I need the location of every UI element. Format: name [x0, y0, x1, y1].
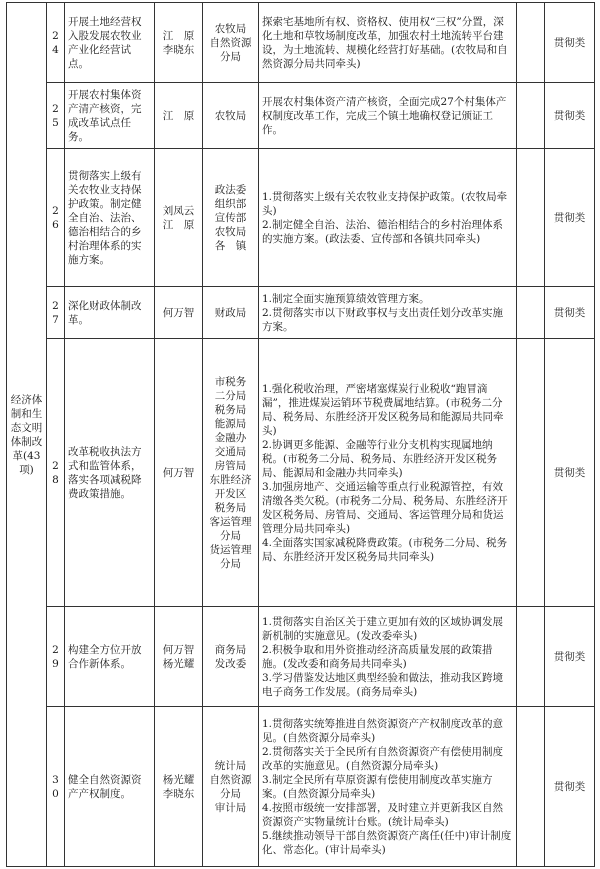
table-row [7, 149, 595, 287]
empty-cell [517, 83, 545, 149]
table-row [7, 3, 595, 83]
empty-cell [517, 3, 545, 83]
measures-cell [259, 287, 517, 339]
unit-name: 客运管理 [209, 515, 252, 528]
unit-name: 分局 [220, 529, 241, 542]
task-cell: 开展农村集体资产清产核资，完成改革试点任务。 [65, 83, 155, 149]
leader-cell [155, 287, 203, 339]
table-row [7, 607, 595, 707]
leader-name: 江 原 [162, 218, 195, 231]
measure-item: 1.贯彻落实上级有关农牧业支持保护政策。(农牧局牵头) [262, 190, 508, 217]
task-type-cell: 贯彻类 [545, 3, 595, 83]
unit-name: 宣传部 [214, 211, 247, 224]
unit-name: 货运管理 [209, 543, 252, 556]
unit-name: 统计局 [214, 759, 247, 772]
unit-name: 分局 [220, 50, 241, 63]
unit-name: 财政局 [214, 306, 247, 319]
task-type-cell: 贯彻类 [545, 607, 595, 707]
measure-item: 2.贯彻落实关于全民所有自然资源资产有偿使用制度改革的实施意见。(自然资源分局牵头) [262, 745, 504, 772]
unit-name: 自然资源 [209, 773, 252, 786]
measures-cell [259, 149, 517, 287]
measure-item: 探索宅基地所有权、资格权、使用权“三权”分置，深化土地和草牧场制度改革，加强农村土地流转平台建设，为土地流转、规模化经营打好基础。(农牧局和自然资源分局共同牵头) [262, 15, 508, 70]
task-cell: 构建全方位开放合作新体系。 [65, 607, 155, 707]
unit-name: 东胜经济 [209, 473, 252, 486]
unit-name: 分局 [220, 557, 241, 570]
task-cell: 开展土地经营权入股发展农牧业产业化经营试点。 [65, 3, 155, 83]
unit-name: 开发区 [214, 487, 247, 500]
table-row [7, 83, 595, 149]
unit-name: 交通局 [214, 445, 247, 458]
unit-name: 发改委 [214, 657, 247, 670]
leader-cell [155, 83, 203, 149]
unit-name: 农牧局 [214, 22, 247, 35]
unit-cell [203, 339, 259, 607]
task-type-cell: 贯彻类 [545, 83, 595, 149]
measures-cell [259, 3, 517, 83]
row-number: 24 [47, 3, 65, 83]
unit-name: 二分局 [214, 389, 247, 402]
measure-item: 2.协调更多能源、金融等行业分支机构实现属地纳税。(市税务二分局、税务局、东胜经济开发区税务局、能源局和金融办共同牵头) [262, 438, 498, 479]
row-number: 25 [47, 83, 65, 149]
measure-item: 1.贯彻落实自治区关于建立更加有效的区域协调发展新机制的实施意见。(发改委牵头) [262, 615, 504, 642]
unit-name: 分局 [220, 787, 241, 800]
leader-cell [155, 149, 203, 287]
empty-cell [517, 607, 545, 707]
empty-cell [517, 339, 545, 607]
measure-item: 4.全面落实国家减税降费政策。(市税务二分局、税务局、东胜经济开发区税务局共同牵头) [262, 536, 508, 563]
reform-task-table [6, 2, 595, 867]
leader-name: 李晓东 [162, 787, 195, 800]
table-row [7, 339, 595, 607]
measure-item: 2.贯彻落实市以下财政事权与支出责任划分改革实施方案。 [262, 306, 504, 333]
unit-name: 能源局 [214, 417, 247, 430]
task-type-cell: 贯彻类 [545, 339, 595, 607]
measure-item: 4.按照市级统一安排部署，及时建立并更新我区自然资源资产实物量统计台账。(统计局牵头) [262, 801, 504, 828]
unit-name: 农牧局 [214, 225, 247, 238]
task-type-cell: 贯彻类 [545, 707, 595, 867]
task-cell: 深化财政体制改革。 [65, 287, 155, 339]
task-cell: 贯彻落实上级有关农牧业支持保护政策。制定健全自治、法治、德治相结合的乡村治理体系的实施方案。 [65, 149, 155, 287]
unit-cell [203, 3, 259, 83]
leader-name: 杨光耀 [162, 773, 195, 786]
row-number: 29 [47, 607, 65, 707]
unit-name: 税务局 [214, 501, 247, 514]
table-row [7, 287, 595, 339]
task-cell: 健全自然资源资产产权制度。 [65, 707, 155, 867]
empty-cell [517, 707, 545, 867]
unit-cell [203, 83, 259, 149]
unit-name: 组织部 [214, 197, 247, 210]
measure-item: 开展农村集体资产清产核资，全面完成27个村集体产权制度改革工作，完成三个镇土地确权登记颁证工作。 [262, 95, 507, 136]
leader-name: 李晓东 [162, 43, 195, 56]
leader-name: 何万智 [162, 306, 195, 319]
measures-cell [259, 339, 517, 607]
leader-cell [155, 607, 203, 707]
unit-name: 商务局 [214, 643, 247, 656]
table-row [7, 707, 595, 867]
empty-cell [517, 149, 545, 287]
row-number: 28 [47, 339, 65, 607]
unit-cell [203, 287, 259, 339]
measure-item: 5.继续推动领导干部自然资源资产离任(任中)审计制度化、常态化。(审计局牵头) [262, 829, 512, 856]
measure-item: 1.强化税收治理，严密堵塞煤炭行业税收“跑冒滴漏”，推进煤炭运销环节税费属地结算。(市税务二分局、税务局、东胜经济开发区税务局和能源局共同牵头) [262, 382, 504, 437]
measure-item: 1.制定全面实施预算绩效管理方案。 [262, 292, 430, 305]
unit-name: 审计局 [214, 801, 247, 814]
task-type-cell: 贯彻类 [545, 149, 595, 287]
measure-item: 3.学习借鉴发达地区典型经验和做法，推动我区跨境电子商务工作发展。(商务局牵头) [262, 671, 504, 698]
leader-name: 何万智 [162, 643, 195, 656]
measures-cell [259, 607, 517, 707]
unit-cell [203, 607, 259, 707]
leader-cell [155, 339, 203, 607]
task-type-cell: 贯彻类 [545, 287, 595, 339]
leader-cell [155, 707, 203, 867]
measure-item: 3.制定全民所有草原资源有偿使用制度改革实施方案。(自然资源分局牵头) [262, 773, 493, 800]
measure-item: 2.积极争取和用外资推动经济高质量发展的政策措施。(发改委和商务局共同牵头) [262, 643, 493, 670]
unit-cell [203, 149, 259, 287]
leader-name: 江 原 [162, 109, 195, 122]
unit-name: 税务局 [214, 403, 247, 416]
unit-name: 各 镇 [214, 239, 247, 252]
leader-name: 江 原 [162, 29, 195, 42]
unit-name: 金融办 [214, 431, 247, 444]
empty-cell [517, 287, 545, 339]
measure-item: 2.制定健全自治、法治、德治相结合的乡村治理体系的实施方案。(政法委、宣传部和各镇共同牵头) [262, 218, 504, 245]
row-number: 30 [47, 707, 65, 867]
leader-name: 刘凤云 [162, 204, 195, 217]
unit-name: 农牧局 [214, 109, 247, 122]
category-cell: 经济体制和生态文明体制改革(43项) [7, 3, 47, 867]
unit-name: 房管局 [214, 459, 247, 472]
leader-name: 杨光耀 [162, 657, 195, 670]
leader-cell [155, 3, 203, 83]
measure-item: 3.加强房地产、交通运输等重点行业税源管控，有效清缴各类欠税。(市税务二分局、税务局、东胜经济开发区税务局、房管局、交通局、客运管理分局和货运管理分局共同牵头) [262, 480, 508, 535]
unit-name: 市税务 [214, 375, 247, 388]
row-number: 26 [47, 149, 65, 287]
measure-item: 1.贯彻落实统筹推进自然资源资产产权制度改革的意见。(自然资源分局牵头) [262, 717, 504, 744]
measures-cell [259, 83, 517, 149]
row-number: 27 [47, 287, 65, 339]
unit-name: 政法委 [214, 183, 247, 196]
measures-cell [259, 707, 517, 867]
unit-cell [203, 707, 259, 867]
unit-name: 自然资源 [209, 36, 252, 49]
task-cell: 改革税收执法方式和监管体系，落实各项减税降费政策措施。 [65, 339, 155, 607]
leader-name: 何万智 [162, 466, 195, 479]
